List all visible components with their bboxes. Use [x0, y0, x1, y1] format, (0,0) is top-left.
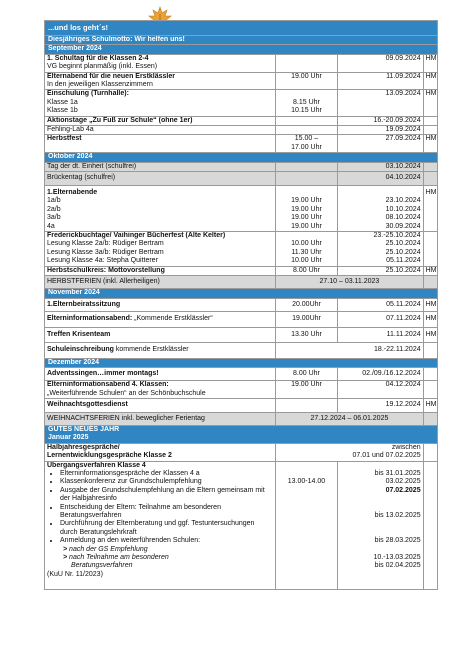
event-title: 1.Elternabende: [47, 189, 98, 196]
event-title: Fehling-Lab 4a: [45, 126, 276, 135]
table-row: [45, 72, 438, 90]
table-row: [45, 126, 438, 135]
event-title: Elternabend für die neuen Erstklässler: [47, 72, 175, 80]
event-time: 19.00 Uhr: [291, 222, 322, 230]
sub-item: [47, 554, 273, 562]
event-date: bis 28.03.2025: [374, 537, 421, 545]
month-label: Januar 2025: [48, 434, 89, 442]
month-header-januar: [45, 425, 438, 443]
event-hm: HM: [423, 54, 437, 72]
list-item: • Elterninformationsgespräche der Klassen 4 a: [60, 470, 273, 478]
event-date: 27.10 – 03.11.2023: [276, 276, 423, 289]
month-header-september: September 2024: [45, 45, 438, 54]
event-date: 07.11.2024: [337, 312, 423, 327]
event-title: Brückentag (schulfrei): [45, 172, 276, 185]
event-title: Übergangsverfahren Klasse 4: [47, 461, 146, 469]
event-date: bis 31.01.2025: [374, 469, 421, 477]
event-time: 19.00 Uhr: [291, 214, 322, 222]
event-date: 10.-13.03.2025: [373, 554, 421, 562]
event-hm: HM: [423, 327, 437, 342]
sub-item-label: nach Teilnahme am besonderen: [69, 554, 169, 562]
event-date: 09.09.2024: [337, 54, 423, 72]
event-time: 13.00-14.00: [287, 478, 326, 486]
table-row: [45, 298, 438, 311]
motto-band: Diesjähriges Schulmotto: Wir helfen uns!: [45, 36, 438, 45]
event-time: 19.00 Uhr: [276, 381, 337, 399]
event-title: Treffen Krisenteam: [45, 327, 276, 342]
event-title: Herbstschulkreis: Mottovorstellung: [45, 266, 276, 275]
list-item: • Anmeldung an den weiterführenden Schulen:: [60, 537, 273, 545]
event-hm: HM: [425, 189, 437, 196]
event-detail: In den jeweiligen Klassenzimmern: [47, 81, 153, 89]
calendar-table: [44, 35, 438, 590]
sub-item-label: nach der GS Empfehlung: [69, 545, 148, 553]
event-title: WEIHNACHTSFERIEN inkl. beweglicher Ferientag: [45, 412, 276, 425]
table-row: [45, 116, 438, 125]
table-row: [45, 276, 438, 289]
arrow-icon: >: [63, 554, 68, 562]
event-date: 03.02.2025: [385, 478, 421, 486]
event-date: 25.10.2024: [385, 248, 421, 256]
event-title: HERBSTFERIEN (inkl. Allerheiligen): [45, 276, 276, 289]
event-title: Einschulung (Turnhalle):: [47, 90, 129, 98]
event-detail: VG beginnt planmäßig (inkl. Essen): [47, 63, 158, 71]
event-detail: Klasse 1b: [47, 107, 78, 115]
event-time: 19.00 Uhr: [291, 197, 322, 205]
event-date: zwischen: [391, 443, 421, 451]
event-time: 19.00 Uhr: [291, 205, 322, 213]
event-title: Elterninformationsabend 4. Klassen:: [47, 381, 169, 389]
table-row: [45, 367, 438, 380]
table-row: [45, 135, 438, 153]
event-time: 10.00 Uhr: [291, 240, 322, 248]
event-title: 1.Elternbeiratssitzung: [45, 298, 276, 311]
event-hm: HM: [423, 298, 437, 311]
event-time: 15.00 –: [294, 135, 319, 143]
event-title: Schuleinschreibung: [47, 346, 114, 354]
event-time: 11.30 Uhr: [291, 248, 322, 256]
event-title: Frederickbuchtage/ Vaihinger Bücherfest (Alte Kelter): [47, 232, 226, 240]
event-time: 17.00 Uhr: [291, 143, 322, 151]
event-detail: Lesung Klasse 4a: Stepha Quitterer: [47, 257, 158, 265]
event-title: Halbjahresgespräche/: [47, 443, 120, 451]
event-date: 07.02.2025: [385, 486, 421, 494]
table-row: [45, 185, 438, 232]
event-date: 27.09.2024: [337, 135, 423, 153]
month-header-november: November 2024: [45, 289, 438, 298]
new-year-greeting: GUTES NEUES JAHR: [48, 425, 120, 433]
event-date: 05.11.2024: [386, 257, 421, 265]
event-title: Elterninformationsabend:: [47, 315, 133, 323]
event-title: Aktionstage „Zu Fuß zur Schule“ (ohne 1er): [45, 116, 276, 125]
event-hm: HM: [423, 90, 437, 116]
class-label: 2a/b: [47, 205, 61, 213]
event-date: 27.12.2024 – 06.01.2025: [276, 412, 423, 425]
table-row: [45, 232, 438, 267]
sub-item-label: Beratungsverfahren: [71, 562, 133, 570]
event-detail: kommende Erstklässler: [113, 346, 189, 354]
reference-note: (KuU Nr. 11/2023): [47, 570, 103, 578]
calendar-page: [44, 20, 438, 590]
month-header-dezember: Dezember 2024: [45, 358, 438, 367]
event-title: Weihnachtsgottesdienst: [45, 399, 276, 412]
event-detail: Lesung Klasse 2a/b: Rüdiger Bertram: [47, 240, 164, 248]
event-time: 10.15 Uhr: [291, 107, 322, 115]
class-label: 3a/b: [47, 214, 61, 222]
event-date: 23.10.2024: [385, 197, 421, 205]
event-date: 02./09./16.12.2024: [337, 367, 423, 380]
event-hm: HM: [423, 312, 437, 327]
table-row: [45, 412, 438, 425]
arrow-icon: >: [63, 545, 68, 553]
event-time: 8.15 Uhr: [293, 98, 320, 106]
event-time: 20.00Uhr: [276, 298, 337, 311]
table-row: [45, 443, 438, 461]
table-row: [45, 327, 438, 342]
table-row: [45, 312, 438, 327]
event-date: bis 13.02.2025: [374, 512, 421, 519]
event-time: 8.00 Uhr: [276, 266, 337, 275]
list-item: • Entscheidung der Eltern: Teilnahme am besonderen Beratungsverfahren: [60, 504, 273, 521]
event-time: 10.00 Uhr: [291, 257, 322, 265]
event-title: 1. Schultag für die Klassen 2-4: [47, 54, 149, 62]
event-hm: HM: [423, 135, 437, 153]
event-date: 23.-25.10.2024: [373, 232, 421, 240]
event-title: Adventssingen…immer montags!: [45, 367, 276, 380]
event-time: 13.30 Uhr: [276, 327, 337, 342]
event-time: 19.00Uhr: [276, 312, 337, 327]
event-date: bis 02.04.2025: [374, 562, 421, 570]
event-time: 8.00 Uhr: [276, 367, 337, 380]
event-time: 19.00 Uhr: [276, 72, 337, 90]
event-date: 18.-22.11.2024: [276, 343, 423, 358]
event-detail: „Kommende Erstklässler“: [132, 315, 213, 323]
event-detail: „Weiterführende Schulen“ an der Schönbuchschule: [47, 389, 206, 397]
class-label: 4a: [47, 222, 55, 230]
list-item: • Durchführung der Elternberatung und ggf. Testuntersuchungen durch Beratungslehrkraft: [60, 520, 273, 537]
table-row: [45, 90, 438, 116]
table-row: [45, 461, 438, 590]
table-row: [45, 54, 438, 72]
month-header-oktober: Oktober 2024: [45, 153, 438, 162]
table-row: [45, 399, 438, 412]
event-date: 25.10.2024: [385, 240, 421, 248]
event-date: 11.09.2024: [337, 72, 423, 90]
event-title: Lernentwicklungsgespräche Klasse 2: [47, 452, 172, 460]
list-item: • Ausgabe der Grundschulempfehlung an die Eltern gemeinsam mit der Halbjahresinfo: [60, 487, 273, 504]
event-date: 04.10.2024: [337, 172, 423, 185]
table-row: [45, 266, 438, 275]
event-date: 19.12.2024: [337, 399, 423, 412]
event-detail: Lesung Klasse 3a/b: Rüdiger Bertram: [47, 248, 164, 256]
sub-item: [47, 546, 273, 554]
event-title: Herbstfest: [45, 135, 276, 153]
event-hm: HM: [423, 72, 437, 90]
event-date: 25.10.2024: [337, 266, 423, 275]
event-date: 30.09.2024: [385, 222, 421, 230]
header-title: ...und los geht´s!: [44, 20, 438, 35]
event-date: 13.09.2024: [337, 90, 423, 116]
event-hm: HM: [423, 399, 437, 412]
table-row: [45, 162, 438, 171]
procedure-list: [47, 470, 273, 546]
table-row: [45, 172, 438, 185]
list-item: • Klassenkonferenz zur Grundschulempfehlung: [60, 478, 273, 486]
event-date: 11.11.2024: [337, 327, 423, 342]
event-date: 08.10.2024: [385, 214, 421, 222]
event-hm: HM: [423, 266, 437, 275]
event-date: 07.01 und 07.02.2025: [352, 452, 421, 460]
event-title: Tag der dt. Einheit (schulfrei): [45, 162, 276, 171]
class-label: 1a/b: [47, 197, 61, 205]
event-date: 03.10.2024: [337, 162, 423, 171]
event-date: 16.-20.09.2024: [337, 116, 423, 125]
event-date: 10.10.2024: [385, 205, 421, 213]
event-date: 05.11.2024: [337, 298, 423, 311]
event-date: 04.12.2024: [337, 381, 423, 399]
table-row: [45, 381, 438, 399]
table-row: [45, 343, 438, 358]
event-date: 19.09.2024: [337, 126, 423, 135]
event-detail: Klasse 1a: [47, 98, 78, 106]
